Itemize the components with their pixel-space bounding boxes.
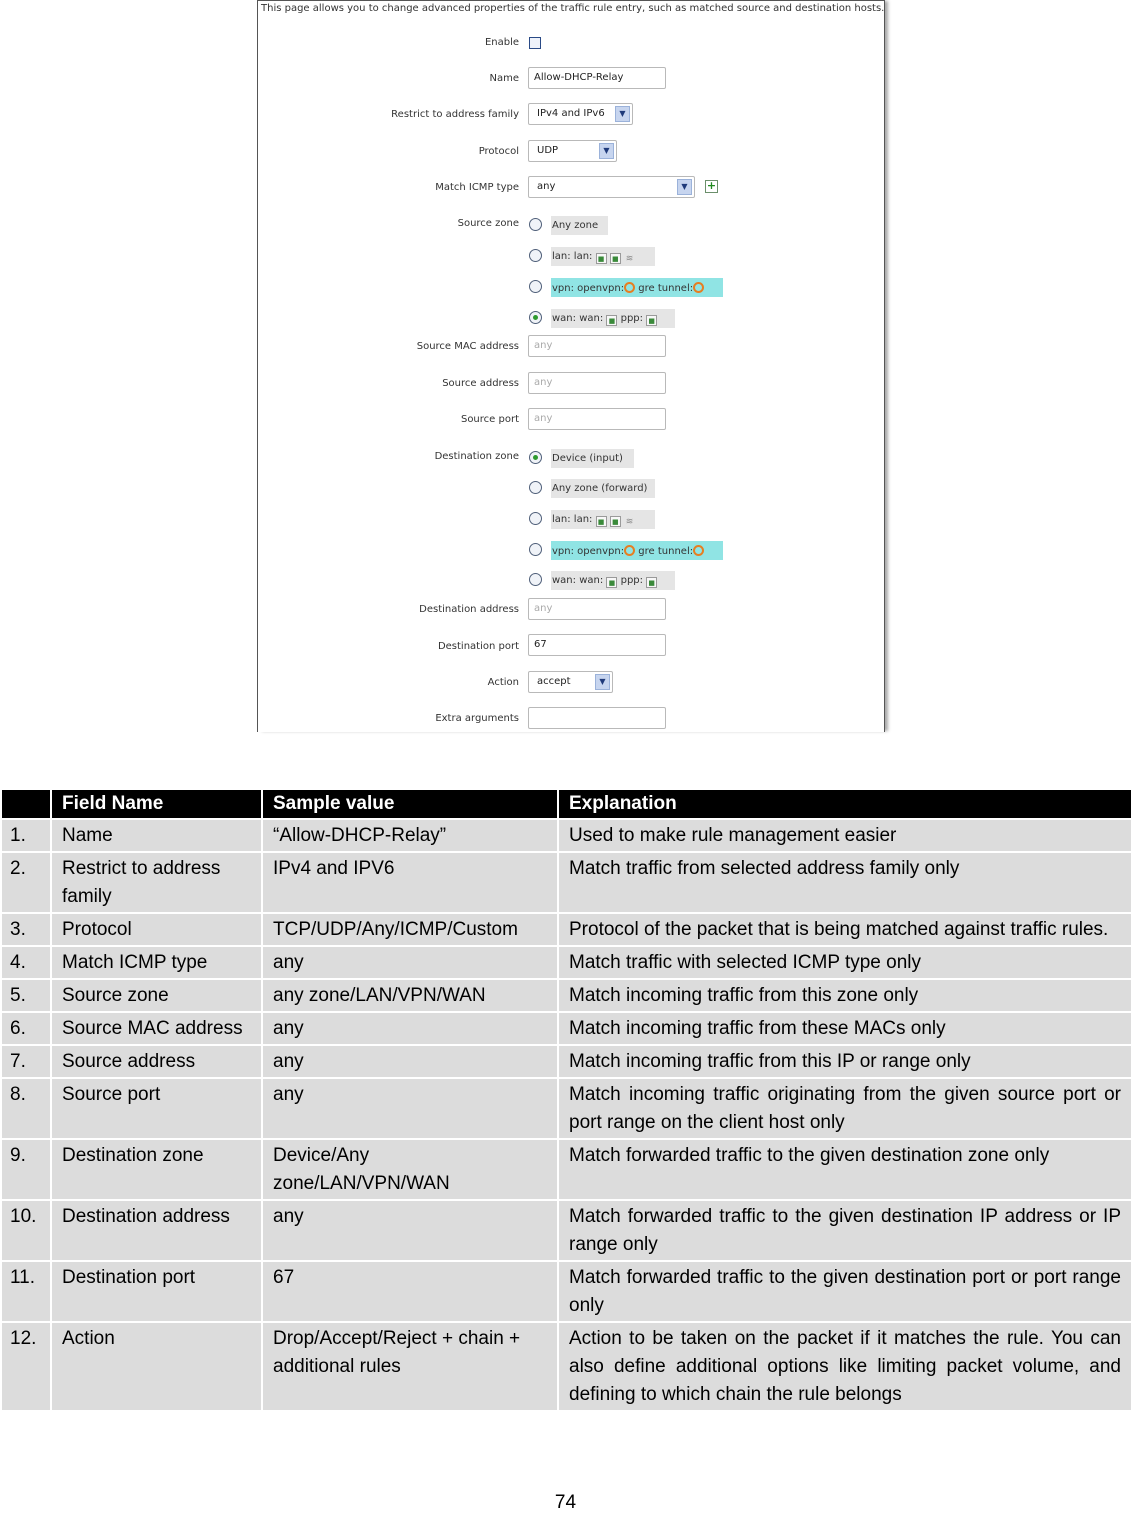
- row-field: Protocol: [51, 913, 262, 946]
- family-select[interactable]: [528, 103, 633, 125]
- row-sample: any: [262, 1045, 558, 1078]
- page-number: 74: [554, 1492, 577, 1513]
- source-zone-wan-radio[interactable]: [529, 311, 542, 324]
- source-zone-lan-label: lan: lan:: [552, 251, 593, 262]
- action-select-value: accept: [537, 676, 571, 687]
- source-address-label: Source address: [442, 378, 519, 389]
- name-label: Name: [489, 73, 519, 84]
- network-icon: ■: [610, 253, 621, 264]
- dest-zone-gre-label: gre tunnel:: [638, 546, 694, 557]
- source-mac-input[interactable]: any: [528, 335, 666, 357]
- tunnel-icon: [624, 545, 635, 556]
- add-icmp-type-icon[interactable]: +: [706, 179, 717, 192]
- row-sample: “Allow-DHCP-Relay”: [262, 819, 558, 852]
- dest-zone-wan-radio[interactable]: [529, 573, 542, 586]
- row-field: Source MAC address: [51, 1012, 262, 1045]
- network-icon: ■: [606, 315, 617, 326]
- dest-port-input[interactable]: 67: [528, 634, 666, 656]
- dest-address-input[interactable]: any: [528, 598, 666, 620]
- icmp-select[interactable]: [528, 176, 695, 198]
- row-num: 12.: [1, 1322, 51, 1411]
- dest-zone-wan: [551, 571, 675, 590]
- row-explanation: Match forwarded traffic to the given destination zone only: [558, 1139, 1131, 1200]
- extra-args-input[interactable]: [528, 707, 666, 729]
- dest-zone-device: [551, 449, 634, 468]
- chevron-down-icon: ▼: [599, 143, 614, 159]
- table-row: [1, 852, 1131, 913]
- row-sample: any zone/LAN/VPN/WAN: [262, 979, 558, 1012]
- row-explanation: Match traffic from selected address family only: [558, 852, 1131, 913]
- enable-label: Enable: [484, 37, 519, 48]
- action-label: Action: [487, 677, 519, 688]
- table-row: [1, 946, 1131, 979]
- intro-text: This page allows you to change advanced properties of the traffic rule entry, such as matched source and destination hosts.: [261, 3, 885, 14]
- icmp-label: Match ICMP type: [435, 182, 519, 193]
- source-port-label: Source port: [460, 414, 519, 425]
- dest-zone-device-radio[interactable]: [529, 451, 542, 464]
- row-sample: 67: [262, 1261, 558, 1322]
- row-num: 9.: [1, 1139, 51, 1200]
- row-num: 6.: [1, 1012, 51, 1045]
- source-mac-label: Source MAC address: [416, 341, 519, 352]
- row-sample: any: [262, 1078, 558, 1139]
- dest-zone-wan-label: wan: wan:: [552, 575, 604, 586]
- row-field: Match ICMP type: [51, 946, 262, 979]
- dest-zone-any: [551, 479, 655, 498]
- dest-zone-label: Destination zone: [434, 451, 519, 462]
- source-zone-lan-radio[interactable]: [529, 249, 542, 262]
- table-row: [1, 1045, 1131, 1078]
- source-zone-any: [551, 216, 608, 235]
- dest-zone-vpn-radio[interactable]: [529, 543, 542, 556]
- row-field: Source zone: [51, 979, 262, 1012]
- row-field: Name: [51, 819, 262, 852]
- row-explanation: Match incoming traffic originating from the given source port or port range on the client host only: [558, 1078, 1131, 1139]
- network-icon: ■: [596, 253, 607, 264]
- dest-address-label: Destination address: [419, 604, 519, 615]
- dest-zone-ppp-label: ppp:: [620, 575, 644, 586]
- source-zone-lan: [551, 247, 655, 266]
- row-explanation: Match forwarded traffic to the given destination port or port range only: [558, 1261, 1131, 1322]
- name-input[interactable]: Allow-DHCP-Relay: [528, 67, 666, 89]
- protocol-label: Protocol: [478, 146, 519, 157]
- row-explanation: Match forwarded traffic to the given destination IP address or IP range only: [558, 1200, 1131, 1261]
- source-zone-wan: [551, 309, 675, 328]
- row-num: 1.: [1, 819, 51, 852]
- row-sample: Drop/Accept/Reject + chain + additional rules: [262, 1322, 558, 1411]
- row-sample: Device/Any zone/LAN/VPN/WAN: [262, 1139, 558, 1200]
- source-zone-any-label: Any zone: [552, 220, 599, 231]
- wifi-icon: ≋: [625, 517, 634, 527]
- table-row: [1, 1200, 1131, 1261]
- source-zone-ppp-label: ppp:: [620, 313, 644, 324]
- row-explanation: Protocol of the packet that is being matched against traffic rules.: [558, 913, 1131, 946]
- network-icon: ■: [610, 516, 621, 527]
- chevron-down-icon: ▼: [595, 674, 610, 690]
- network-icon: ■: [646, 577, 657, 588]
- header-explanation: Explanation: [558, 789, 1131, 819]
- row-num: 8.: [1, 1078, 51, 1139]
- dest-zone-vpn: [551, 541, 723, 560]
- row-explanation: Used to make rule management easier: [558, 819, 1131, 852]
- field-table: [0, 788, 1131, 1412]
- row-field: Source address: [51, 1045, 262, 1078]
- protocol-select-value: UDP: [537, 145, 559, 156]
- source-zone-vpn-label: vpn: openvpn:: [552, 283, 625, 294]
- row-sample: any: [262, 946, 558, 979]
- protocol-select[interactable]: [528, 140, 617, 162]
- network-icon: ■: [596, 516, 607, 527]
- icmp-select-value: any: [537, 181, 556, 192]
- source-address-input[interactable]: any: [528, 372, 666, 394]
- tunnel-icon: [693, 282, 704, 293]
- row-num: 2.: [1, 852, 51, 913]
- table-row: [1, 819, 1131, 852]
- row-explanation: Match incoming traffic from this zone only: [558, 979, 1131, 1012]
- table-row: [1, 1322, 1131, 1411]
- row-sample: any: [262, 1012, 558, 1045]
- row-num: 7.: [1, 1045, 51, 1078]
- row-sample: any: [262, 1200, 558, 1261]
- dest-zone-any-radio[interactable]: [529, 481, 542, 494]
- settings-screenshot: [257, 0, 885, 732]
- chevron-down-icon: ▼: [615, 106, 630, 122]
- wifi-icon: ≋: [625, 254, 634, 264]
- table-row: [1, 913, 1131, 946]
- action-select[interactable]: [528, 671, 613, 693]
- row-explanation: Match traffic with selected ICMP type only: [558, 946, 1131, 979]
- row-explanation: Match incoming traffic from these MACs only: [558, 1012, 1131, 1045]
- row-field: Destination address: [51, 1200, 262, 1261]
- row-explanation: Match incoming traffic from this IP or range only: [558, 1045, 1131, 1078]
- tunnel-icon: [693, 545, 704, 556]
- extra-args-label: Extra arguments: [435, 713, 519, 724]
- network-icon: ■: [646, 315, 657, 326]
- source-zone-vpn: [551, 278, 723, 297]
- dest-zone-lan-label: lan: lan:: [552, 514, 593, 525]
- family-label: Restrict to address family: [391, 109, 519, 120]
- table-row: [1, 979, 1131, 1012]
- row-sample: TCP/UDP/Any/ICMP/Custom: [262, 913, 558, 946]
- row-num: 10.: [1, 1200, 51, 1261]
- row-field: Action: [51, 1322, 262, 1411]
- dest-zone-vpn-label: vpn: openvpn:: [552, 546, 625, 557]
- table-row: [1, 1012, 1131, 1045]
- row-num: 3.: [1, 913, 51, 946]
- source-zone-wan-label: wan: wan:: [552, 313, 604, 324]
- table-row: [1, 1261, 1131, 1322]
- source-zone-any-radio[interactable]: [529, 218, 542, 231]
- network-icon: ■: [606, 577, 617, 588]
- row-field: Destination zone: [51, 1139, 262, 1200]
- row-explanation: Action to be taken on the packet if it matches the rule. You can also define additional options like limiting packet volume, and defining to which chain the rule belongs: [558, 1322, 1131, 1411]
- table-header-row: [1, 789, 1131, 819]
- dest-zone-lan-radio[interactable]: [529, 512, 542, 525]
- row-sample: IPv4 and IPV6: [262, 852, 558, 913]
- chevron-down-icon: ▼: [677, 179, 692, 195]
- row-num: 11.: [1, 1261, 51, 1322]
- dest-zone-any-label: Any zone (forward): [552, 483, 648, 494]
- row-field: Restrict to address family: [51, 852, 262, 913]
- row-field: Destination port: [51, 1261, 262, 1322]
- family-select-value: IPv4 and IPv6: [537, 108, 605, 119]
- row-num: 4.: [1, 946, 51, 979]
- source-zone-label: Source zone: [457, 218, 519, 229]
- dest-zone-lan: [551, 510, 655, 529]
- tunnel-icon: [624, 282, 635, 293]
- dest-zone-device-label: Device (input): [552, 453, 623, 464]
- dest-port-label: Destination port: [437, 641, 519, 652]
- header-field: Field Name: [51, 789, 262, 819]
- source-port-input[interactable]: any: [528, 408, 666, 430]
- header-sample: Sample value: [262, 789, 558, 819]
- source-zone-vpn-radio[interactable]: [529, 280, 542, 293]
- source-zone-gre-label: gre tunnel:: [638, 283, 694, 294]
- enable-checkbox[interactable]: [529, 37, 541, 49]
- header-num: [1, 789, 51, 819]
- row-field: Source port: [51, 1078, 262, 1139]
- table-row: [1, 1078, 1131, 1139]
- table-row: [1, 1139, 1131, 1200]
- row-num: 5.: [1, 979, 51, 1012]
